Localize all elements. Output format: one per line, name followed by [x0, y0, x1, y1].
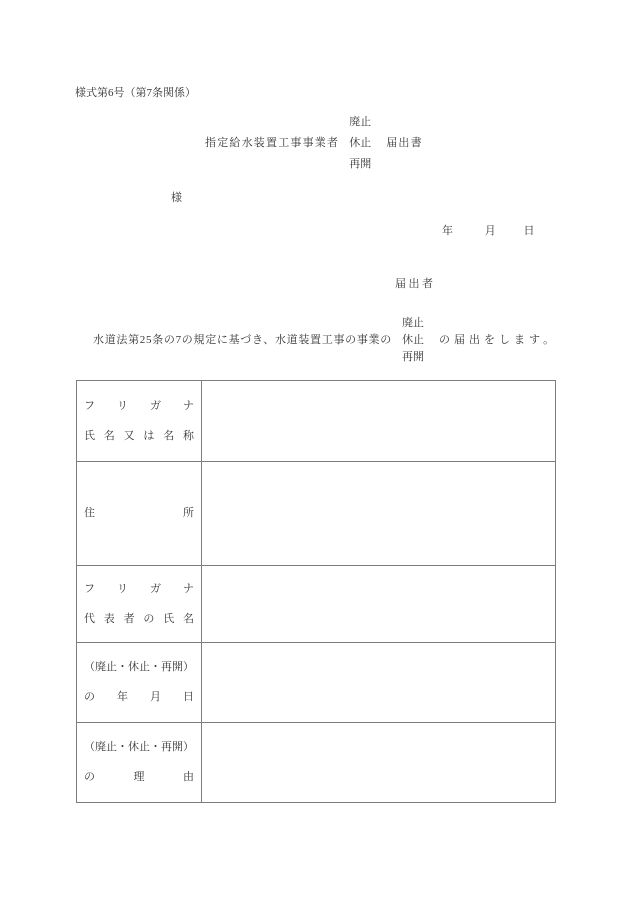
applicant-label: 届出者	[395, 278, 436, 290]
row-representative-value	[202, 566, 555, 642]
row-address-title-label: 住 所	[84, 507, 194, 519]
title-prefix: 指定給水装置工事事業者	[205, 137, 340, 150]
row-reason-value	[202, 723, 555, 802]
row-date-options-label: （ 廃 止 ・ 休 止 ・ 再 開 ）	[84, 661, 194, 673]
row-name-value	[202, 381, 555, 461]
table-row-name	[77, 381, 555, 461]
date-month-label: 月	[484, 225, 496, 237]
row-address-value	[202, 462, 555, 565]
row-name-label	[77, 381, 202, 461]
row-name-title-label: 氏 名 又 は 名 称	[84, 429, 194, 442]
row-date-title-label: の 年 月 日	[84, 691, 194, 703]
table-row-address	[77, 461, 555, 565]
row-name-furigana-label: フ リ ガ ナ	[84, 399, 194, 412]
title-suffix: 届出書	[386, 137, 423, 150]
row-reason-title-label: の 理 由	[84, 771, 194, 783]
title-option-saikai: 再開	[349, 158, 372, 170]
row-representative-furigana-label: フ リ ガ ナ	[84, 582, 194, 595]
form-number: 様式第6号（第7条関係）	[75, 87, 196, 99]
statement-before: 水道法第25条の7の規定に基づき、水道装置工事の事業の	[93, 334, 392, 347]
form-table	[76, 380, 556, 803]
statement-options-stack	[402, 315, 424, 366]
table-row-representative	[77, 565, 555, 642]
row-date-value	[202, 643, 555, 722]
date-year-label: 年	[442, 225, 453, 237]
statement-option-kyushi: 休止	[401, 334, 424, 346]
row-date-label	[77, 643, 202, 722]
row-reason-label	[77, 723, 202, 802]
date-line	[442, 225, 535, 238]
statement-after: の届出をします。	[438, 334, 559, 347]
title-options-stack	[349, 112, 371, 175]
row-representative-label	[77, 566, 202, 642]
row-address-label	[77, 462, 202, 565]
table-row-reason	[77, 722, 555, 802]
row-representative-title-label: 代 表 者 の 氏 名	[84, 612, 194, 625]
statement-option-saikai: 再開	[401, 351, 424, 363]
title-option-haishi: 廃止	[349, 116, 372, 128]
date-day-label: 日	[523, 225, 535, 237]
addressee-suffix: 様	[171, 192, 182, 204]
document-title	[205, 112, 423, 175]
table-row-date	[77, 642, 555, 722]
statement-sentence	[93, 315, 558, 366]
statement-option-haishi: 廃止	[401, 317, 424, 329]
title-option-kyushi: 休止	[349, 137, 372, 149]
row-reason-options-label: （ 廃 止 ・ 休 止 ・ 再 開 ）	[84, 741, 194, 753]
